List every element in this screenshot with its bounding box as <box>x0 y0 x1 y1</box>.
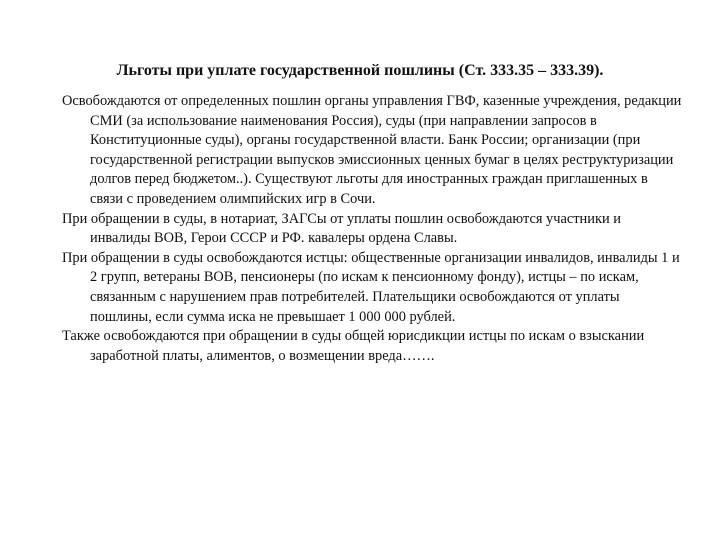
slide-body <box>62 92 682 366</box>
paragraph-exemptions-plaintiffs: При обращении в суды освобождаются истцы: общественные организации инвалидов, инвалиды 1 и 2 групп, ветераны ВОВ, пенсионеры (по искам к пенсионному фонду), истцы – по искам, связанным с нарушением прав потребителей. Плательщики освобождаются от уплаты пошлины, если сумма иска не превышает 1 000 000 рублей. <box>62 249 680 325</box>
slide-title: Льготы при уплате государственной пошлины (Ст. 333.35 – 333.39). <box>116 62 604 79</box>
paragraph-exemptions-general-jurisdiction: Также освобождаются при обращении в суды общей юрисдикции истцы по искам о взыскании заработной платы, алиментов, о возмещении вреда……. <box>62 328 645 364</box>
paragraph-exemptions-general: Освобождаются от определенных пошлин органы управления ГВФ, казенные учреждения, редакции СМИ (за использование наименования Россия), суды (при направлении запросов в Конституционные суды), органы государственной власти. Банк России; организации (при государственной регистрации выпусков эмиссионных ценных бумаг в целях реструктуризации долгов перед бюджетом..). Существуют льготы для иностранных граждан приглашенных в связи с проведением олимпийских игр в Сочи. <box>62 93 682 207</box>
paragraph-exemptions-veterans: При обращении в суды, в нотариат, ЗАГСы от уплаты пошлин освобождаются участники и инвалиды ВОВ, Герои СССР и РФ. кавалеры ордена Славы. <box>62 210 621 247</box>
